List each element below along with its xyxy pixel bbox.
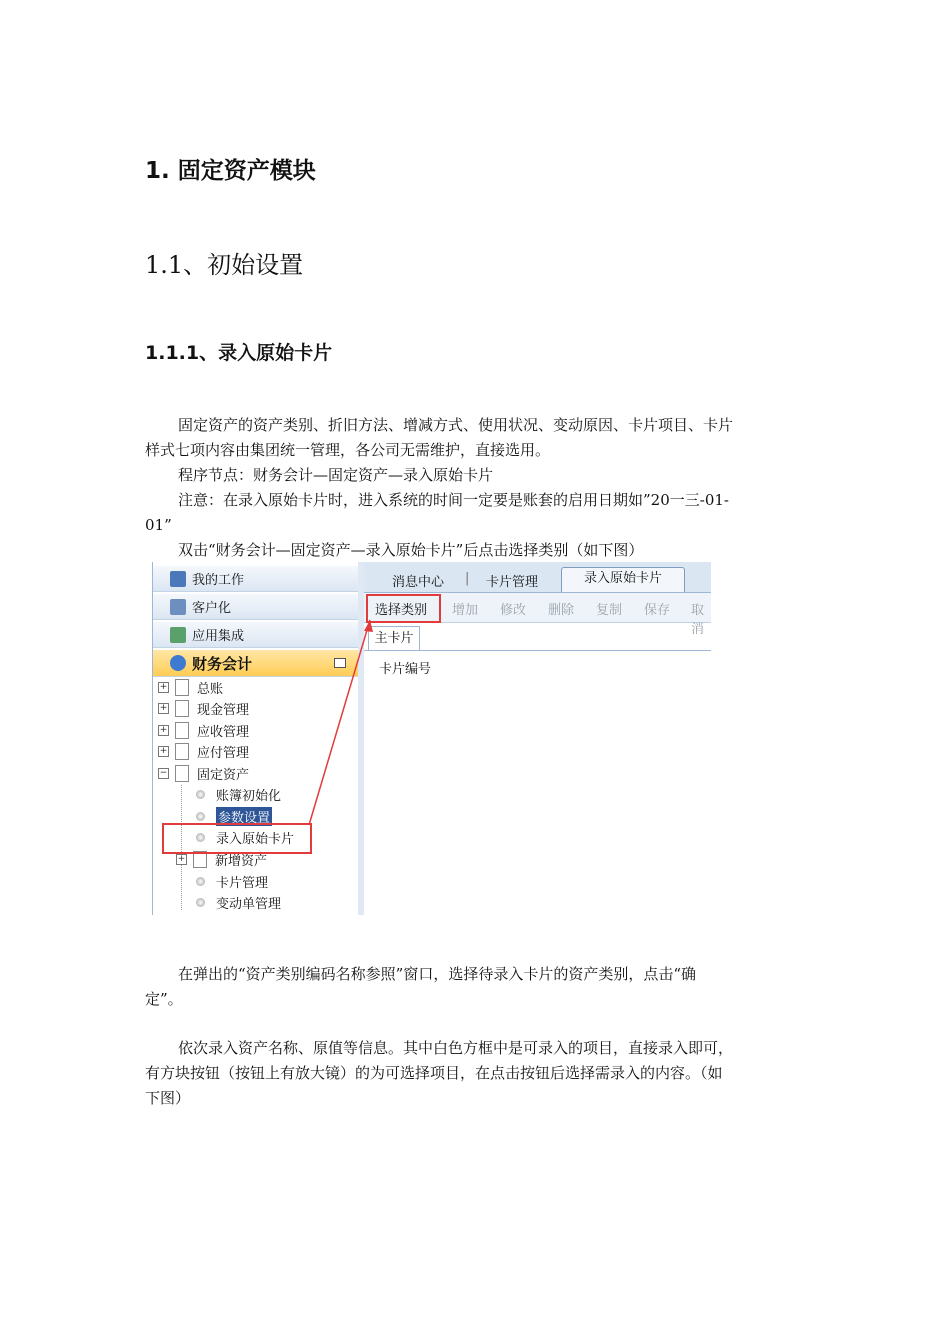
add-button[interactable]: 增加 (452, 603, 479, 618)
paragraph-4 (145, 538, 805, 563)
nav-label: 我的工作 (192, 573, 245, 588)
tree-label: 参数设置 (216, 807, 272, 826)
paragraph-5-line-2: 定”。 (145, 990, 183, 1008)
tree-label: 固定资产 (197, 768, 250, 783)
edit-button[interactable]: 修改 (500, 603, 527, 618)
paragraph-4-text: 双击“财务会计—固定资产—录入原始卡片”后点击选择类别（如下图） (178, 541, 644, 559)
paragraph-5 (145, 962, 805, 1012)
paragraph-6-line-3: 下图） (145, 1089, 191, 1107)
heading-1: 1. 固定资产模块 (145, 158, 316, 184)
paragraph-1-line-1: 固定资产的资产类别、折旧方法、增减方式、使用状况、变动原因、卡片项目、卡片 (178, 416, 734, 434)
expand-icon[interactable]: + (159, 725, 168, 735)
tree-label: 录入原始卡片 (216, 832, 295, 847)
tree-label: 现金管理 (197, 703, 250, 718)
paragraph-2-text: 程序节点：财务会计—固定资产—录入原始卡片 (178, 466, 494, 484)
tree-label: 总账 (197, 682, 224, 697)
expand-icon[interactable]: + (159, 746, 168, 756)
tab-message-center[interactable]: 消息中心 (392, 575, 445, 590)
app-screenshot (152, 562, 711, 915)
nav-label: 财务会计 (192, 654, 253, 673)
card-number-label: 卡片编号 (379, 662, 432, 677)
tree-label: 新增资产 (215, 854, 268, 869)
collapse-node-icon[interactable]: − (159, 768, 168, 778)
paragraph-3-line-2: 01” (145, 516, 172, 534)
nav-label: 应用集成 (192, 629, 245, 644)
tab-separator: | (465, 571, 470, 586)
save-button[interactable]: 保存 (644, 603, 671, 618)
paragraph-6 (145, 1036, 805, 1111)
tree-label: 卡片管理 (216, 876, 269, 891)
tab-enter-original-card[interactable]: 录入原始卡片 (561, 567, 685, 592)
nav-label: 客户化 (192, 601, 232, 616)
tree-label: 应付管理 (197, 746, 250, 761)
paragraph-2 (145, 463, 805, 488)
paragraph-3 (145, 488, 805, 538)
paragraph-3-line-1: 注意：在录入原始卡片时，进入系统的时间一定要是账套的启用日期如”20一三-01- (178, 491, 729, 509)
cancel-button[interactable]: 取消 (691, 603, 705, 637)
paragraph-1-line-2: 样式七项内容由集团统一管理，各公司无需维护，直接选用。 (145, 441, 551, 459)
tree-label: 变动单管理 (216, 897, 282, 912)
paragraph-6-line-2: 有方块按钮（按钮上有放大镜）的为可选择项目，在点击按钮后选择需录入的内容。（如 (145, 1064, 723, 1082)
heading-3: 1.1.1、录入原始卡片 (145, 342, 333, 364)
annotation-arrow (152, 562, 711, 915)
tree-label: 账簿初始化 (216, 789, 282, 804)
heading-2: 1.1、初始设置 (145, 251, 304, 279)
expand-icon[interactable]: + (159, 682, 168, 692)
tree-label: 应收管理 (197, 725, 250, 740)
delete-button[interactable]: 删除 (548, 603, 575, 618)
select-category-button[interactable]: 选择类别 (375, 603, 428, 618)
expand-icon[interactable]: + (177, 854, 186, 864)
tab-main-card[interactable]: 主卡片 (368, 626, 420, 651)
tab-card-management[interactable]: 卡片管理 (486, 575, 539, 590)
paragraph-5-line-1: 在弹出的“资产类别编码名称参照”窗口，选择待录入卡片的资产类别，点击“确 (178, 965, 697, 983)
arrow-line (309, 620, 370, 825)
paragraph-6-line-1: 依次录入资产名称、原值等信息。其中白色方框中是可录入的项目，直接录入即可， (178, 1039, 734, 1057)
expand-icon[interactable]: + (159, 703, 168, 713)
arrow-head (364, 620, 373, 632)
copy-button[interactable]: 复制 (596, 603, 623, 618)
paragraph-1 (145, 413, 805, 463)
